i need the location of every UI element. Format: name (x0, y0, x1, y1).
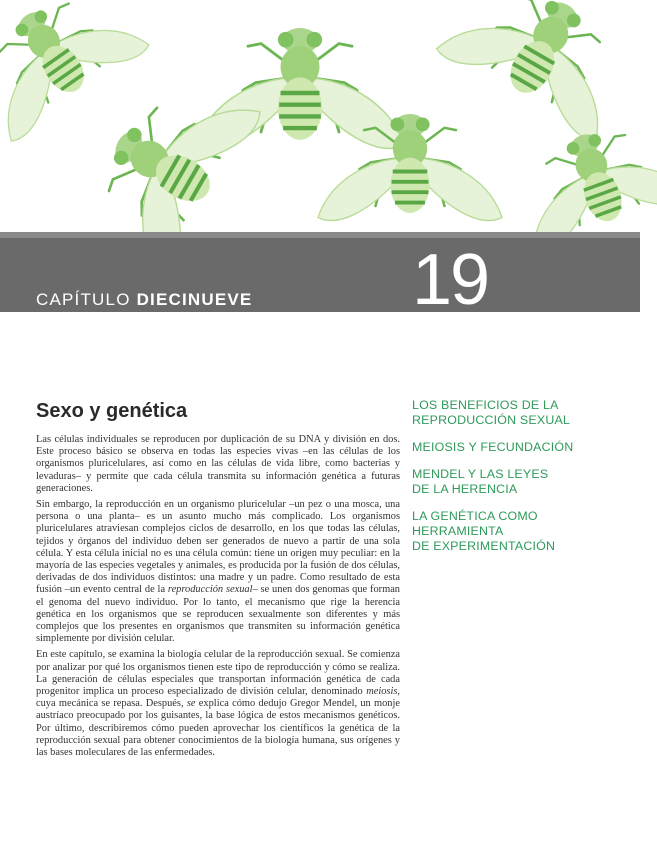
section-link-meiosis-line1: MEIOSIS Y FECUNDACIÓN (412, 440, 574, 454)
section-link-benefits[interactable] (412, 398, 642, 428)
paragraph-2 (36, 499, 400, 645)
chapter-title: Sexo y genética (36, 400, 188, 422)
paragraph-3-emphasis-2: se (186, 698, 196, 710)
section-link-genetics-tool-line2: HERRAMIENTA (412, 524, 504, 538)
section-link-genetics-tool-line1: LA GENÉTICA COMO (412, 509, 538, 523)
section-link-meiosis[interactable] (412, 440, 642, 455)
section-link-benefits-line1: LOS BENEFICIOS DE LA (412, 398, 559, 412)
section-link-benefits-line2: REPRODUCCIÓN SEXUAL (412, 413, 571, 427)
section-link-genetics-tool-line3: DE EXPERIMENTACIÓN (412, 539, 556, 553)
chapter-label (36, 290, 252, 310)
paragraph-3-text-a: En este capítulo, se examina la biología celular de la reproducción sexual. Se comienza por analizar por qué los organismos tienen este tipo de reproducción y cómo se realiza. La generación de células especiales que transportan información genética de cada progenitor implica un proceso especializado de división celular, denominado (36, 649, 400, 698)
paragraph-3-text-c: explica cómo dedujo Gregor Mendel, un monje austríaco preocupado por los guisantes, la base lógica de estos mecanismos genéticos. Por último, describiremos cómo pueden aprovechar los científicos la genética de la reproducción sexual para obtener conocimientos de la biología humana, sus orígenes y las bases moleculares de las enfermedades. (36, 698, 400, 759)
section-link-mendel-line2: DE LA HERENCIA (412, 482, 518, 496)
paragraph-3-text-b: , cuya mecánica se repasa. Después, (36, 686, 400, 710)
chapter-band-highlight (0, 232, 640, 238)
chapter-label-prefix: CAPÍTULO (36, 290, 131, 309)
paragraph-3 (36, 649, 400, 759)
section-link-mendel[interactable] (412, 467, 642, 497)
chapter-label-word: DIECINUEVE (136, 290, 253, 309)
paragraph-2-emphasis: reproducción sexual (167, 584, 253, 596)
paragraph-2-text-a: Sin embargo, la reproducción en un organismo pluricelular –un pez o una mosca, una persona o una planta– es un asunto mucho más complicado. Los organismos pluricelulares atraviesan complejos ciclos de desarrollo, en los que todas las células, tejidos y órganos del individuo deben ser generados de nuevo a partir de una sola célula. Y esta célula inicial no es una célula común: tiene un origen muy peculiar: en la mayoría de las especies vegetales y animales, es producida por la fusión de dos células, derivadas de dos individuos distintos: una madre y un padre. Como resultado de esta fusión –un evento central de la (36, 499, 400, 596)
section-link-genetics-tool[interactable] (412, 509, 642, 554)
fruit-fly-illustration (0, 0, 657, 232)
paragraph-3-emphasis: meiosis (366, 686, 398, 698)
section-link-mendel-line1: MENDEL Y LAS LEYES (412, 467, 549, 481)
paragraph-1 (36, 434, 400, 495)
paragraph-2-text-b: – se unen dos genomas que forman el genoma del nuevo individuo. Por lo tanto, el mecanismo que rige la herencia genética en los organismos que se reproducen sexualmente son diferentes y más complejos que los presentes en organismos que transmiten su información genética simplemente por división celular. (36, 584, 401, 645)
body-text (36, 434, 400, 763)
paragraph-1-text: Las células individuales se reproducen por duplicación de su DNA y división en dos. Este proceso básico se observa en todas las especies vivas –en las células de los organismos pluricelulares, así como en las células de vida libre, como bacterias y levaduras– y permite que cada célula transmita su información genética a futuras generaciones. (36, 434, 400, 494)
chapter-number: 19 (412, 240, 489, 320)
chapter-contents-sidebar (412, 398, 642, 566)
